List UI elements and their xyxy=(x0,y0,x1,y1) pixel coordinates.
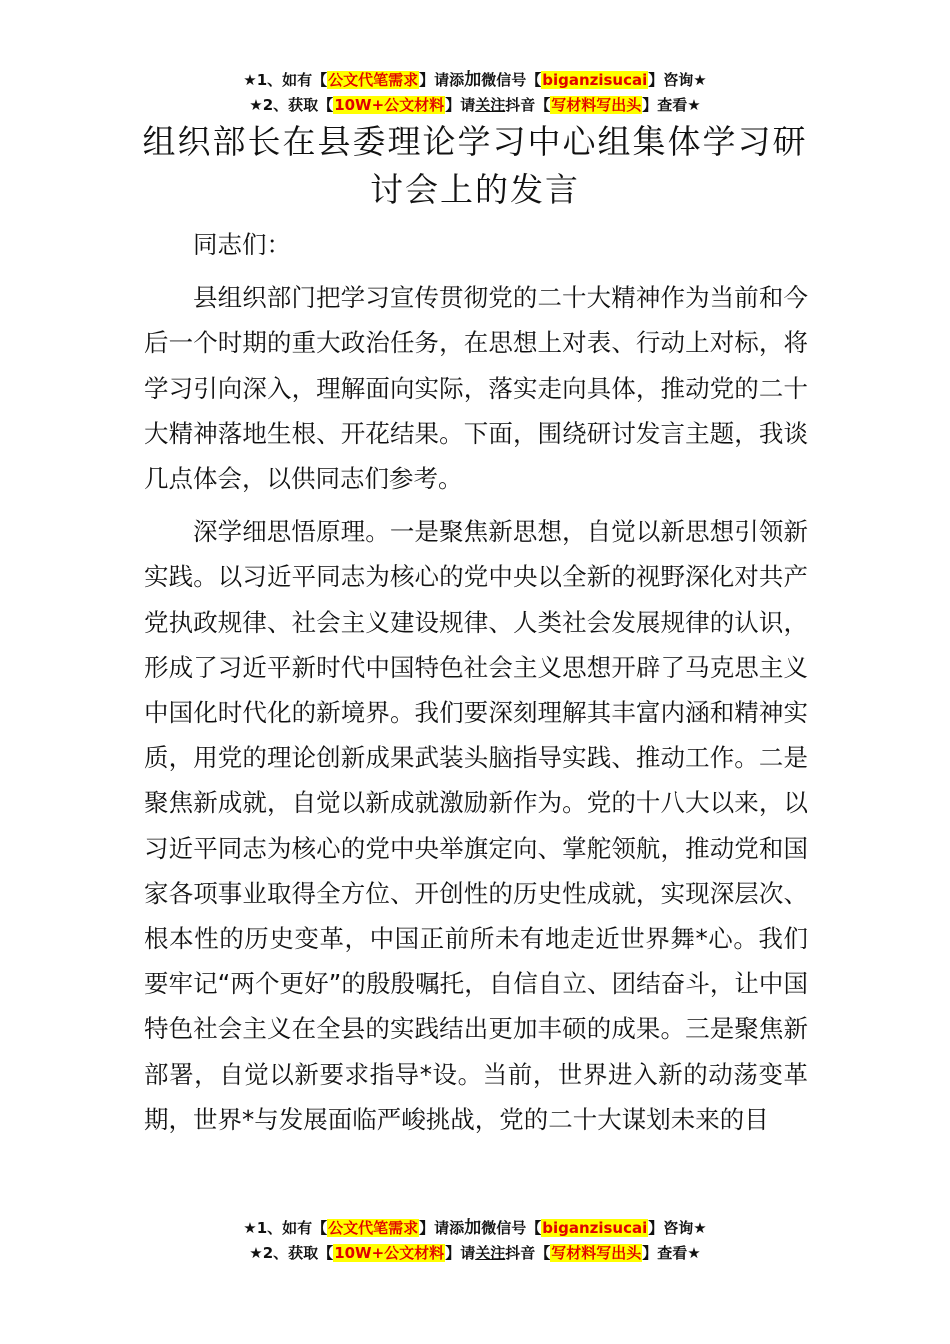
promo-highlight: 10W+公文材料 xyxy=(334,1244,445,1262)
document-body xyxy=(144,222,808,1142)
promo-line-2 xyxy=(0,1241,950,1266)
promo-text: 加 xyxy=(464,70,482,90)
promo-text: 微信号【 xyxy=(481,1219,542,1237)
douyin-account-highlight: 写材料写出头 xyxy=(551,1244,642,1262)
promo-text: 微信号【 xyxy=(481,71,542,89)
promo-text: 加 xyxy=(464,1218,482,1238)
promo-line-1 xyxy=(0,68,950,93)
salutation: 同志们： xyxy=(193,230,291,259)
promo-text: 】请 xyxy=(445,1244,476,1262)
promo-highlight: 公文代笔需求 xyxy=(328,71,419,89)
promo-text: 】请添 xyxy=(419,71,465,89)
wechat-id-highlight: biganzisucai xyxy=(542,1219,648,1237)
promo-text: 抖音【 xyxy=(505,96,551,114)
promo-highlight: 10W+公文材料 xyxy=(334,96,445,114)
promo-text: ★2、获取【 xyxy=(249,1244,334,1262)
promo-text: 抖音【 xyxy=(505,1244,551,1262)
promo-line-1 xyxy=(0,1216,950,1241)
promo-text: 】咨询★ xyxy=(648,71,707,89)
promo-text: 关注 xyxy=(475,96,506,114)
promo-line-2 xyxy=(0,93,950,118)
wechat-id-highlight: biganzisucai xyxy=(542,71,648,89)
promo-text: 】查看★ xyxy=(642,1244,701,1262)
promo-banner-top xyxy=(0,68,950,118)
promo-text: ★2、获取【 xyxy=(249,96,334,114)
promo-text: 】请 xyxy=(445,96,476,114)
body-paragraph: 县组织部门把学习宣传贯彻党的二十大精神作为当前和今后一个时期的重大政治任务，在思想上对表、行动上对标，将学习引向深入，理解面向实际，落实走向具体，推动党的二十大精神落地生根、开花结果。下面，围绕研讨发言主题，我谈几点体会，以供同志们参考。 xyxy=(144,283,808,494)
douyin-account-highlight: 写材料写出头 xyxy=(551,96,642,114)
body-paragraph: 深学细思悟原理。一是聚焦新思想，自觉以新思想引领新实践。以习近平同志为核心的党中央以全新的视野深化对共产党执政规律、社会主义建设规律、人类社会发展规律的认识，形成了习近平新时代中国特色社会主义思想开辟了马克思主义中国化时代化的新境界。我们要深刻理解其丰富内涵和精神实质，用党的理论创新成果武装头脑指导实践、推动工作。二是聚焦新成就，自觉以新成就激励新作为。党的十八大以来，以习近平同志为核心的党中央举旗定向、掌舵领航，推动党和国家各项事业取得全方位、开创性的历史性成就，实现深层次、根本性的历史变革，中国正前所未有地走近世界舞*心。我们要牢记“两个更好”的殷殷嘱托，自信自立、团结奋斗，让中国特色社会主义在全县的实践结出更加丰硕的成果。三是聚焦新部署，自觉以新要求指导*设。当前，世界进入新的动荡变革期，世界*与发展面临严峻挑战，党的二十大谋划未来的目 xyxy=(144,517,808,1134)
promo-text: 】查看★ xyxy=(642,96,701,114)
promo-text: 】请添 xyxy=(419,1219,465,1237)
document-title: 组织部长在县委理论学习中心组集体学习研讨会上的发言 xyxy=(142,122,808,209)
promo-banner-bottom xyxy=(0,1216,950,1266)
promo-text: 关注 xyxy=(475,1244,506,1262)
promo-text: 】咨询★ xyxy=(648,1219,707,1237)
promo-highlight: 公文代笔需求 xyxy=(328,1219,419,1237)
promo-text: ★1、如有【 xyxy=(243,71,328,89)
promo-text: ★1、如有【 xyxy=(243,1219,328,1237)
